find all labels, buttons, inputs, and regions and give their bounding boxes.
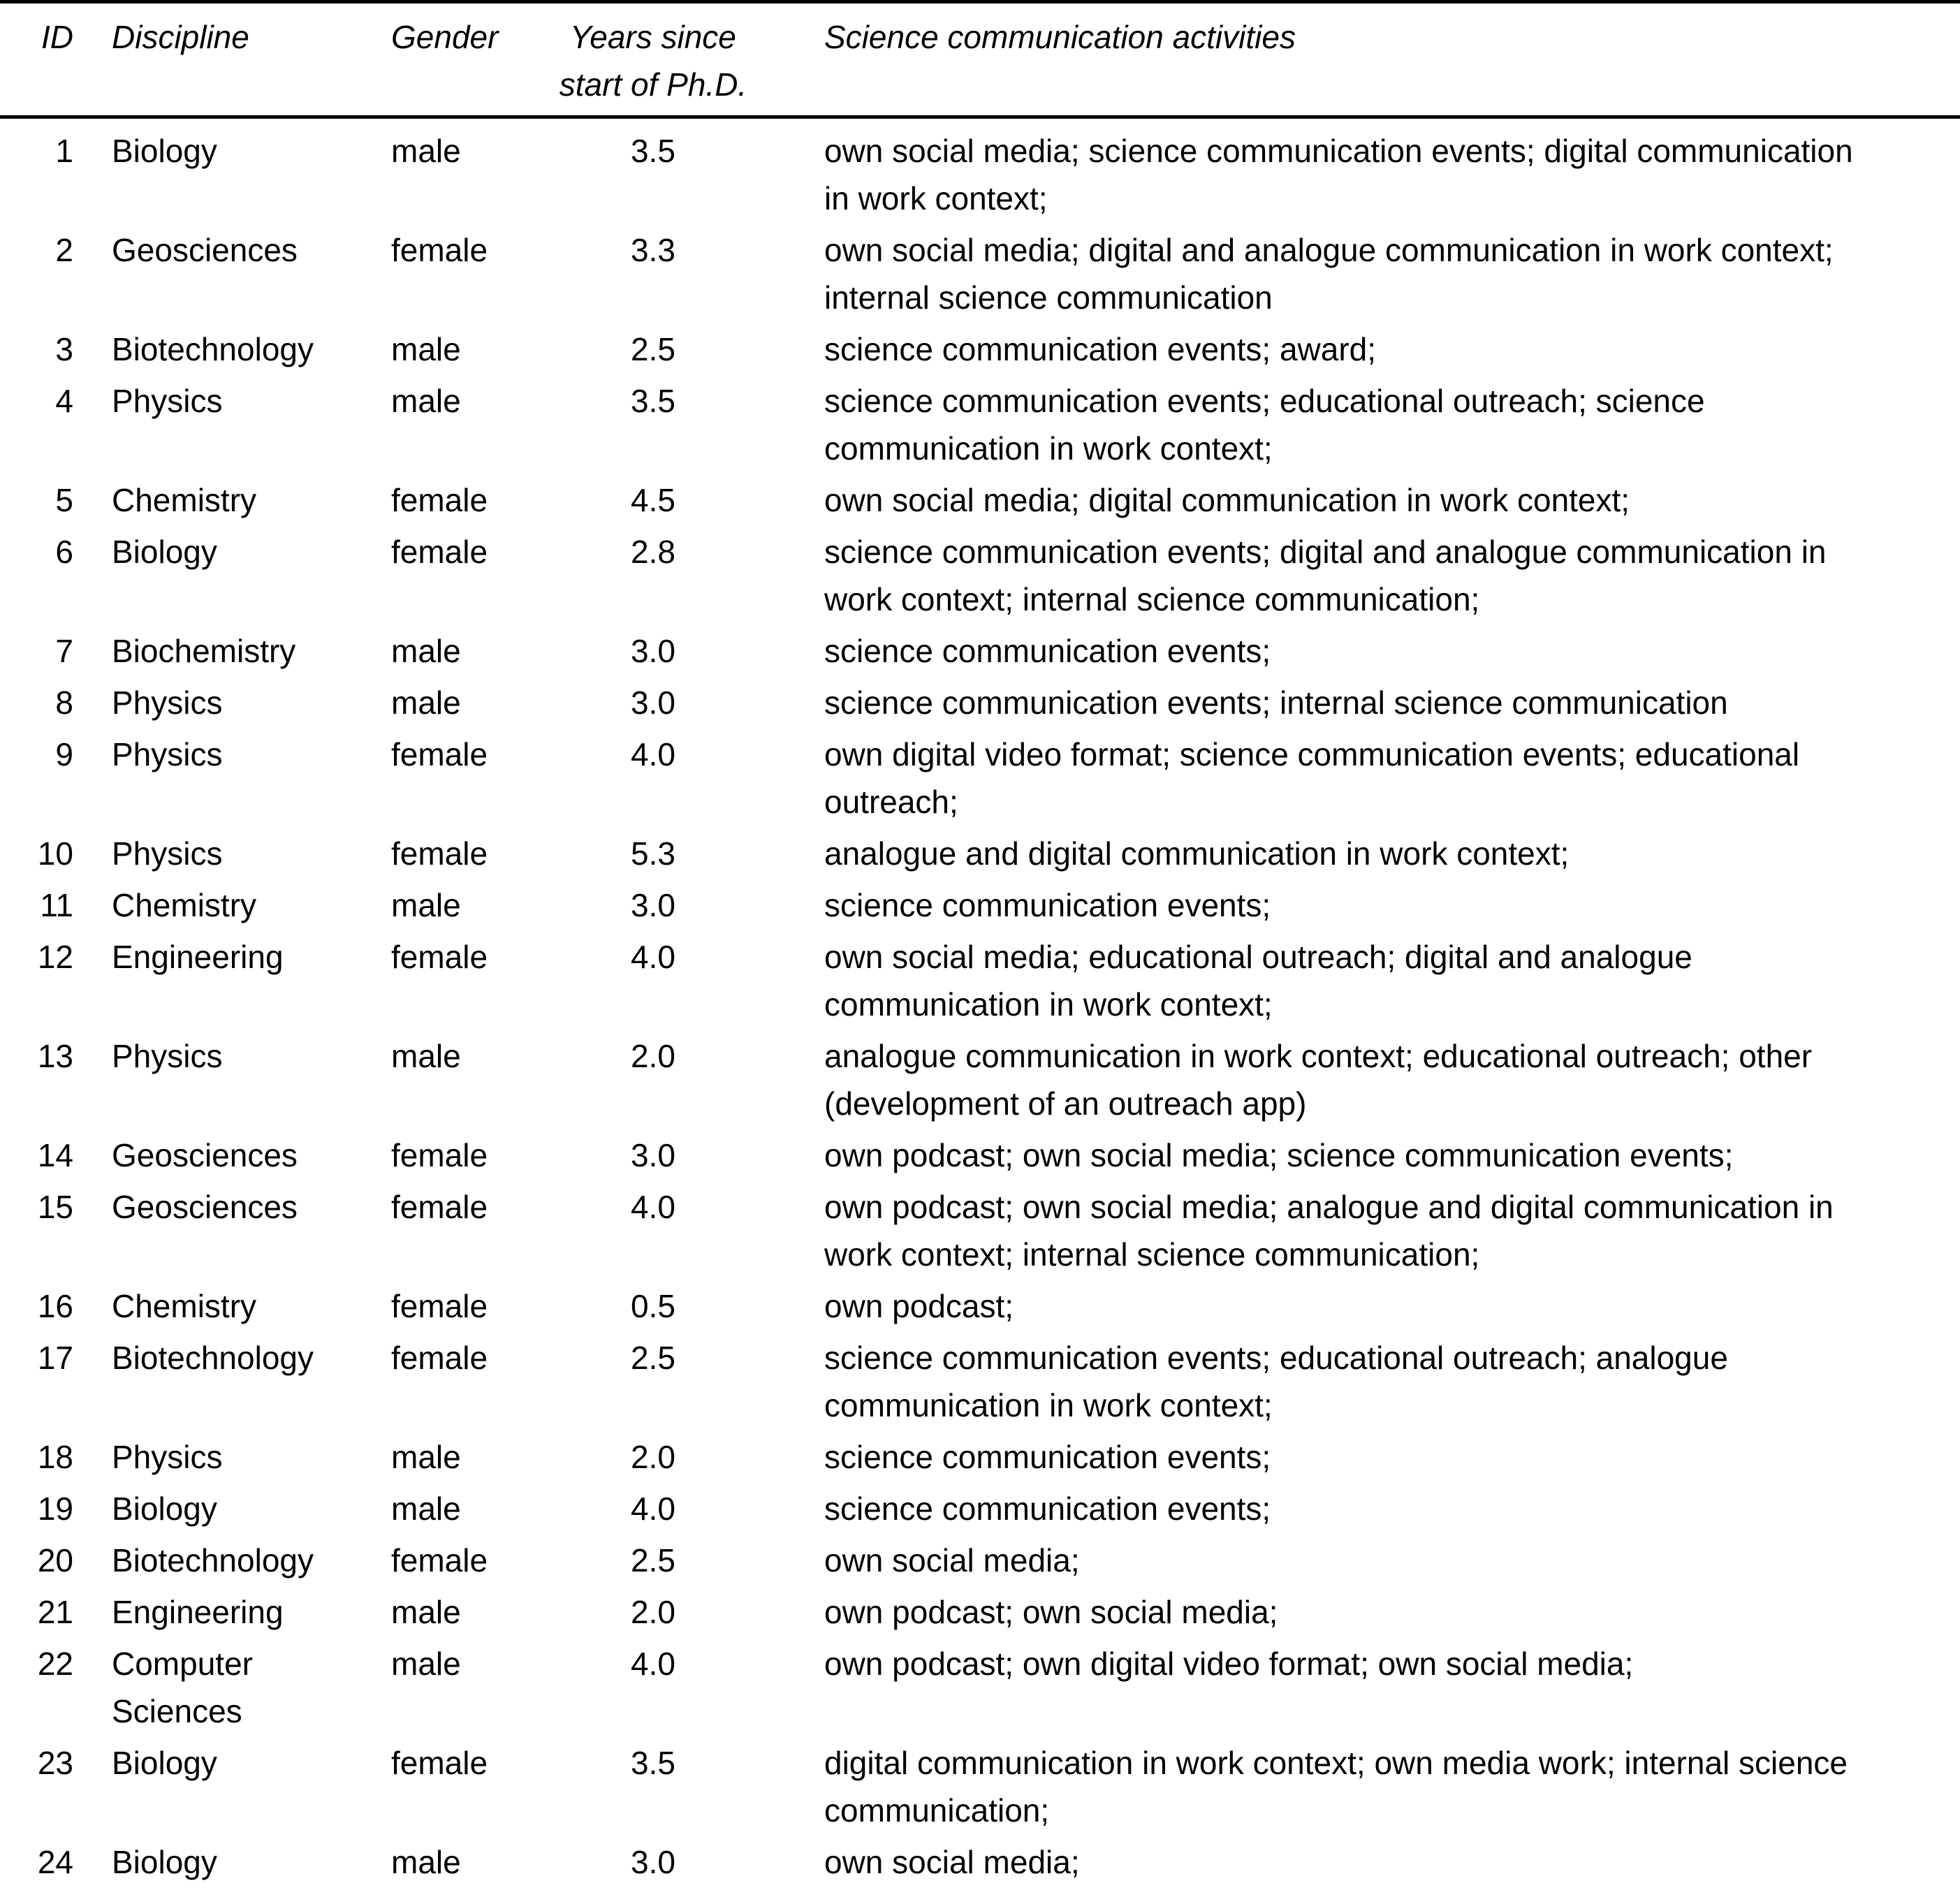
cell-activities: own podcast; own social media; analogue and digital communication in work context; internal science communication; (824, 1189, 1834, 1273)
cell-discipline: Physics (112, 1038, 223, 1074)
cell-id: 8 (55, 684, 73, 721)
cell-activities: science communication events; (824, 1439, 1271, 1475)
cell-id: 22 (37, 1646, 73, 1682)
header-cell-gender: Gender (384, 2, 559, 117)
cell-gender: male (391, 133, 461, 169)
cell-id: 10 (37, 835, 73, 872)
cell-gender: male (391, 331, 461, 367)
cell-discipline: Physics (112, 736, 223, 772)
table-row (0, 1588, 1960, 1640)
cell-discipline: Physics (112, 383, 223, 419)
cell-gender: female (391, 1542, 488, 1578)
cell-activities: own podcast; (824, 1288, 1014, 1324)
cell-id: 19 (37, 1490, 73, 1527)
table-row (0, 325, 1960, 377)
cell-gender: female (391, 1137, 488, 1173)
cell-id: 5 (55, 482, 73, 518)
cell-gender: female (391, 534, 488, 570)
cell-activities: science communication events; (824, 633, 1271, 669)
table-header (0, 2, 1960, 117)
cell-discipline: Chemistry (112, 887, 257, 923)
table-row (0, 1433, 1960, 1485)
cell-id: 1 (55, 133, 73, 169)
cell-years: 4.0 (631, 736, 675, 772)
table-row (0, 933, 1960, 1032)
cell-gender: female (391, 232, 488, 268)
cell-activities: own podcast; own digital video format; own social media; (824, 1646, 1634, 1682)
cell-discipline: Chemistry (112, 1288, 257, 1324)
cell-id: 17 (37, 1340, 73, 1376)
cell-years: 3.0 (631, 887, 675, 923)
cell-discipline: Computer Sciences (112, 1646, 253, 1729)
cell-years: 2.5 (631, 331, 675, 367)
table-row (0, 1739, 1960, 1838)
cell-discipline: Biotechnology (112, 1542, 314, 1578)
cell-gender: female (391, 939, 488, 975)
cell-years: 3.0 (631, 1844, 675, 1880)
cell-discipline: Biochemistry (112, 633, 296, 669)
table-row (0, 830, 1960, 881)
cell-activities: own social media; digital communication in work context; (824, 482, 1630, 518)
cell-years: 3.5 (631, 383, 675, 419)
cell-discipline: Biology (112, 534, 217, 570)
cell-activities: own podcast; own social media; (824, 1594, 1278, 1630)
table-row (0, 1640, 1960, 1739)
cell-years: 5.3 (631, 835, 675, 872)
cell-discipline: Biotechnology (112, 1340, 314, 1376)
cell-id: 23 (37, 1745, 73, 1781)
cell-gender: female (391, 1189, 488, 1225)
cell-gender: male (391, 684, 461, 721)
cell-years: 0.5 (631, 1288, 675, 1324)
table-body (0, 117, 1960, 1890)
cell-years: 3.3 (631, 232, 675, 268)
cell-gender: female (391, 482, 488, 518)
table-row (0, 1032, 1960, 1131)
cell-discipline: Geosciences (112, 1137, 298, 1173)
table-row (0, 1537, 1960, 1588)
cell-id: 11 (40, 887, 73, 923)
cell-years: 2.8 (631, 534, 675, 570)
cell-discipline: Physics (112, 1439, 223, 1475)
cell-activities: analogue communication in work context; educational outreach; other (development of an outreach app) (824, 1038, 1813, 1122)
cell-activities: own social media; (824, 1542, 1080, 1578)
cell-years: 4.0 (631, 939, 675, 975)
cell-gender: female (391, 1745, 488, 1781)
cell-years: 4.5 (631, 482, 675, 518)
cell-id: 13 (37, 1038, 73, 1074)
cell-activities: own social media; (824, 1844, 1080, 1880)
cell-activities: science communication events; (824, 887, 1271, 923)
table-row (0, 476, 1960, 528)
cell-activities: analogue and digital communication in work context; (824, 835, 1570, 872)
cell-activities: science communication events; award; (824, 331, 1377, 367)
cell-years: 2.0 (631, 1439, 675, 1475)
header-cell-activities: Science communication activities (747, 2, 1960, 117)
cell-gender: male (391, 887, 461, 923)
cell-discipline: Biology (112, 133, 217, 169)
cell-id: 18 (37, 1439, 73, 1475)
cell-id: 15 (37, 1189, 73, 1225)
cell-discipline: Biology (112, 1844, 217, 1880)
table-row (0, 1131, 1960, 1183)
cell-gender: male (391, 1038, 461, 1074)
cell-years: 3.5 (631, 1745, 675, 1781)
cell-id: 24 (37, 1844, 73, 1880)
cell-activities: science communication events; digital and analogue communication in work context; internal science communication; (824, 534, 1827, 617)
cell-activities: science communication events; internal science communication (824, 684, 1728, 721)
cell-gender: male (391, 633, 461, 669)
cell-gender: male (391, 1646, 461, 1682)
table-row (0, 679, 1960, 731)
cell-gender: male (391, 383, 461, 419)
cell-discipline: Engineering (112, 939, 284, 975)
cell-years: 3.0 (631, 633, 675, 669)
cell-gender: female (391, 1288, 488, 1324)
cell-activities: science communication events; educational outreach; science communication in work context; (824, 383, 1705, 467)
cell-years: 4.0 (631, 1646, 675, 1682)
header-cell-id: ID (0, 2, 91, 117)
cell-id: 2 (55, 232, 73, 268)
cell-discipline: Biology (112, 1745, 217, 1781)
cell-gender: female (391, 736, 488, 772)
table-row (0, 1485, 1960, 1537)
header-cell-years-since-phd: Years since start of Ph.D. (559, 2, 747, 117)
table-row (0, 377, 1960, 476)
cell-years: 4.0 (631, 1189, 675, 1225)
cell-years: 3.5 (631, 133, 675, 169)
table-row (0, 528, 1960, 627)
table-row (0, 1334, 1960, 1433)
cell-discipline: Geosciences (112, 1189, 298, 1225)
cell-years: 3.0 (631, 1137, 675, 1173)
table-row (0, 1838, 1960, 1890)
cell-years: 2.5 (631, 1340, 675, 1376)
cell-gender: male (391, 1490, 461, 1527)
cell-id: 6 (55, 534, 73, 570)
cell-years: 2.0 (631, 1038, 675, 1074)
cell-id: 16 (37, 1288, 73, 1324)
cell-activities: science communication events; educational outreach; analogue communication in work context; (824, 1340, 1728, 1423)
cell-discipline: Chemistry (112, 482, 257, 518)
cell-id: 4 (55, 383, 73, 419)
table-row (0, 226, 1960, 325)
cell-discipline: Physics (112, 835, 223, 872)
cell-activities: own social media; science communication events; digital communication in work context; (824, 133, 1853, 217)
cell-activities: own digital video format; science communication events; educational outreach; (824, 736, 1800, 820)
table-row (0, 1183, 1960, 1282)
cell-id: 21 (37, 1594, 73, 1630)
cell-years: 2.5 (631, 1542, 675, 1578)
cell-id: 12 (37, 939, 73, 975)
cell-years: 2.0 (631, 1594, 675, 1630)
cell-id: 3 (55, 331, 73, 367)
cell-gender: female (391, 835, 488, 872)
cell-activities: own social media; digital and analogue communication in work context; internal science communication (824, 232, 1834, 316)
cell-discipline: Geosciences (112, 232, 298, 268)
table-row (0, 731, 1960, 830)
cell-activities: own podcast; own social media; science communication events; (824, 1137, 1734, 1173)
cell-years: 3.0 (631, 684, 675, 721)
cell-gender: male (391, 1439, 461, 1475)
cell-discipline: Engineering (112, 1594, 284, 1630)
cell-discipline: Physics (112, 684, 223, 721)
cell-years: 4.0 (631, 1490, 675, 1527)
cell-id: 20 (37, 1542, 73, 1578)
header-cell-discipline: Discipline (91, 2, 384, 117)
cell-discipline: Biotechnology (112, 331, 314, 367)
table-row (0, 627, 1960, 679)
cell-activities: digital communication in work context; own media work; internal science communication; (824, 1745, 1848, 1829)
cell-discipline: Biology (112, 1490, 217, 1527)
table-row (0, 117, 1960, 227)
cell-gender: male (391, 1844, 461, 1880)
table-row (0, 1282, 1960, 1334)
cell-gender: female (391, 1340, 488, 1376)
cell-activities: science communication events; (824, 1490, 1271, 1527)
cell-activities: own social media; educational outreach; digital and analogue communication in work context; (824, 939, 1692, 1023)
header-row (0, 2, 1960, 117)
table-row (0, 881, 1960, 933)
cell-gender: male (391, 1594, 461, 1630)
cell-id: 9 (55, 736, 73, 772)
cell-id: 7 (55, 633, 73, 669)
cell-id: 14 (37, 1137, 73, 1173)
